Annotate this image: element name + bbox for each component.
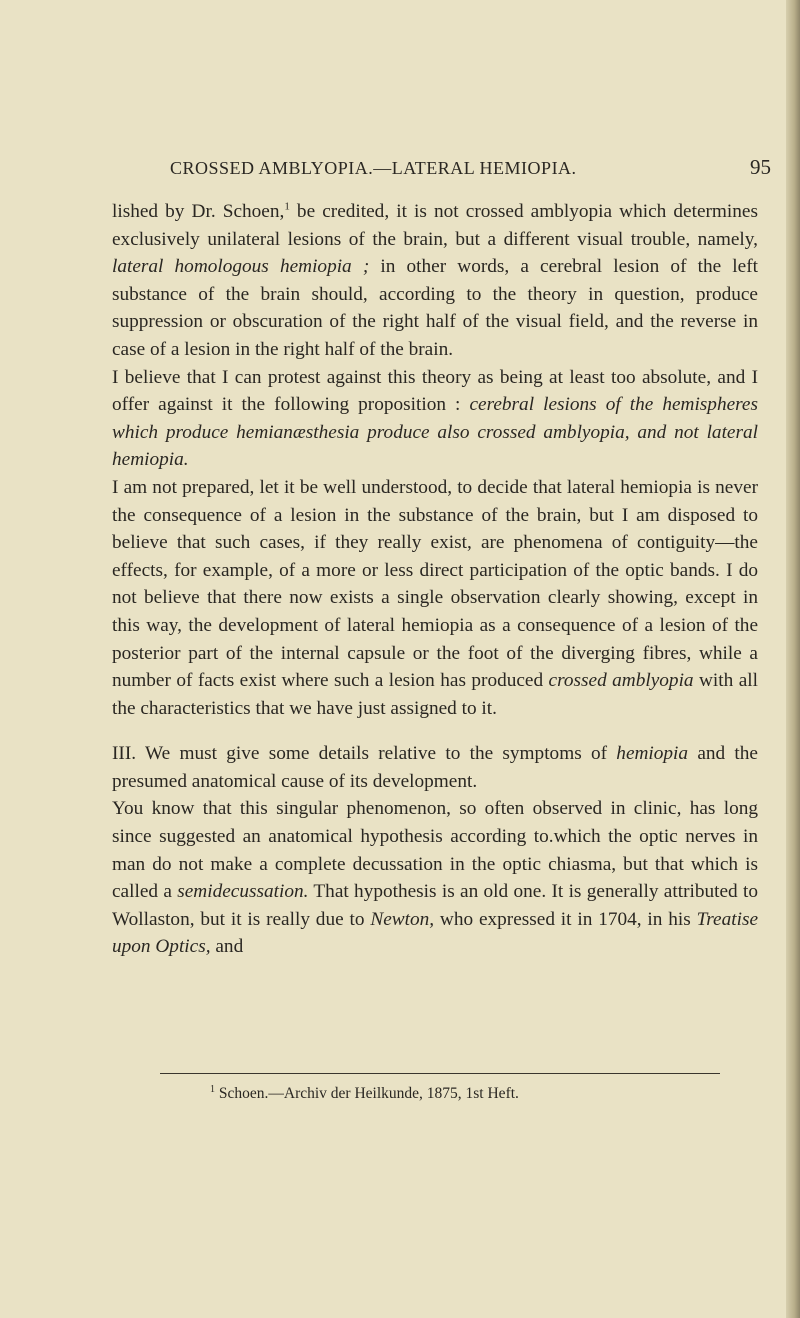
- italic-run: crossed amblyopia: [548, 670, 694, 692]
- footnote: [210, 1085, 519, 1103]
- paragraph-2: [112, 364, 758, 474]
- text-run: and: [210, 936, 244, 958]
- text-run: I am not prepared, let it be well understood, to decide that lateral hemiopia is never the consequence of a lesion in the substance of the brain, but I am disposed to believe that such cases, if they really exist, are phenomena of contiguity—the effects, for example, of a more or less direct participation of the optic bands. I do not believe that there now exists a single observation clearly showing, except in this way, the development of lateral hemiopia as a consequence of a lesion of the posterior part of the internal capsule or the foot of the diverging fibres, while a number of facts exist where such a lesion has produced: [112, 476, 758, 692]
- paragraph-4: [112, 740, 758, 795]
- text-run: You know that this singular phenomenon, so often observed in clinic, has long since suggested an anatomical hypothesis according to.which the optic nerves in man do not make a complete decussation in the optic chiasma, but that which is called a: [112, 798, 758, 903]
- italic-run: Newton,: [370, 908, 435, 930]
- italic-run: lateral homologous hemiopia ;: [112, 256, 370, 278]
- text-run: III. We must give some details relative to the symptoms of: [112, 743, 617, 765]
- footnote-text: Schoen.—Archiv der Heilkunde, 1875, 1st Heft.: [215, 1085, 519, 1102]
- text-run: I believe that I can protest against this theory as being at least too absolute, and I offer against it the following proposition :: [112, 366, 758, 416]
- paragraph-5: [112, 795, 758, 961]
- footnote-marker: 1: [210, 1083, 215, 1095]
- footnote-divider: [160, 1073, 720, 1074]
- italic-run: semidecussation.: [177, 881, 309, 903]
- body-text: [112, 198, 758, 961]
- page-number: 95: [750, 155, 771, 179]
- paragraph-3: [112, 474, 758, 722]
- text-run: lished by Dr. Schoen,: [112, 201, 285, 222]
- text-run: be credited, it is not crossed amblyopia which determines exclusively unilateral lesions of the brain, but a different visual trouble, namely,: [112, 201, 758, 250]
- page-edge: [786, 0, 800, 1318]
- text-run: That hypothesis is an old one. It is generally attributed to Wollaston, but it is really due to: [112, 881, 758, 930]
- running-title: CROSSED AMBLYOPIA.—LATERAL HEMIOPIA.: [170, 158, 577, 178]
- italic-run: Treatise upon Optics,: [112, 908, 759, 958]
- text-run: and the presumed anatomical cause of its development.: [112, 743, 758, 792]
- paragraph-1: [112, 198, 758, 364]
- italic-run: hemiopia: [616, 743, 689, 765]
- text-run: who expressed it in 1704, in his: [434, 908, 697, 930]
- text-run: in other words, a cerebral lesion of the left substance of the brain should, according to the theory in question, produce suppression or obscuration of the right half of the visual field, and the reverse in case of a lesion in the right half of the brain.: [112, 256, 758, 360]
- text-run: with all the characteristics that we have just assigned to it.: [112, 670, 758, 719]
- italic-run: cerebral lesions of the hemispheres which produce hemianæsthesia produce also crossed amblyopia, and not lateral hemiopia.: [112, 394, 758, 471]
- footnote-reference: 1: [284, 200, 290, 213]
